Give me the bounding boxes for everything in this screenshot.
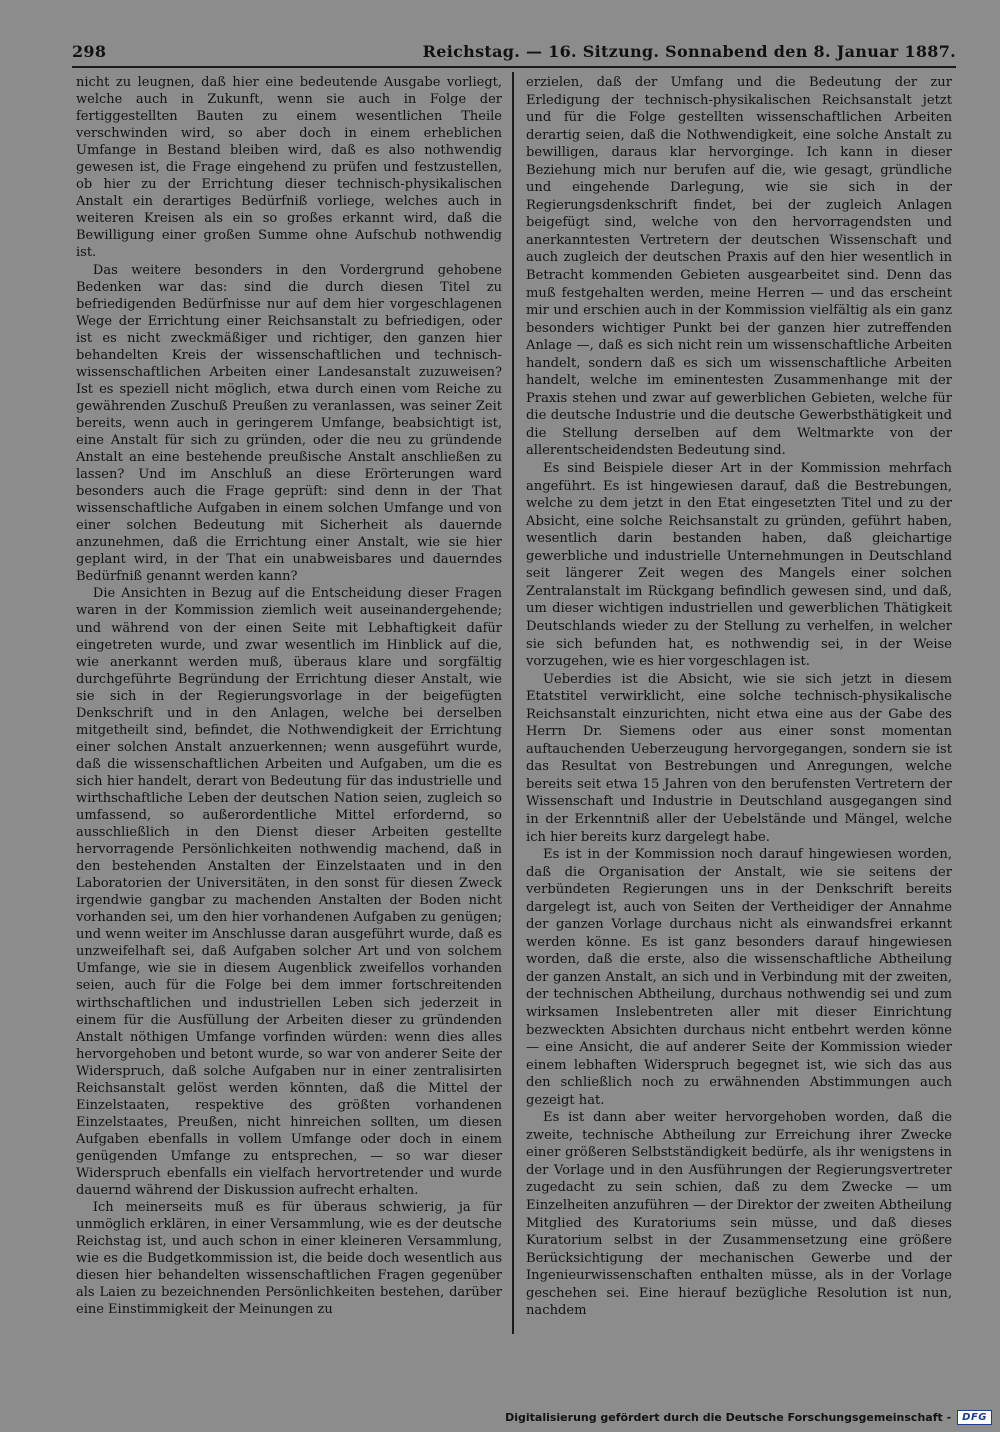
paragraph: Die Ansichten in Bezug auf die Entscheidung dieser Fragen waren in der Kommission ziemlich weit auseinandergehende; und während von der einen Seite mit Lebhaftigkeit dafür eingetreten wurde, und zwar wesentlich im Hinblick auf die, wie anerkannt werden muß, überaus klare und sorgfältig durchgeführte Begründung der Errichtung dieser Anstalt, wie sie sich in der Regierungsvorlage in der beigefügten Denkschrift und in den Anlagen, welche bei derselben mitgetheilt sind, befindet, die Nothwendigkeit der Errichtung einer solchen Anstalt anzuerkennen; wenn ausgeführt wurde, daß die wissenschaftlichen Arbeiten und Aufgaben, um die es sich hier handelt, derart von Bedeutung für das industrielle und wirthschaftliche Leben der deutschen Nation seien, zugleich so umfassend, so außerordentliche Mittel erfordernd, so ausschließlich in den Dienst dieser Arbeiten gestellte hervorragende Persönlichkeiten nothwendig machend, daß in den bestehenden Anstalten der Einzelstaaten und in den Laboratorien der Universitäten, in den sonst für diesen Zweck irgendwie gangbar zu machenden Anstalten der Boden nicht vorhanden sei, um den hier vorhandenen Aufgaben zu genügen; und wenn weiter im Anschlusse daran ausgeführt wurde, daß es unzweifelhaft sei, daß Aufgaben solcher Art und von solchem Umfange, wie sie in diesem Augenblick zweifellos vorhanden seien, auch für die Folge bei dem immer fortschreitenden wirthschaftlichen und industriellen Leben sich jederzeit in einem für die Ausfüllung der Arbeiten dieser zu gründenden Anstalt nöthigen Umfange vorfinden würden: wenn dies alles hervorgehoben und betont wurde, so war von anderer Seite der Widerspruch, daß solche Aufgaben nur in einer zentralisirten Reichsanstalt gelöst werden könnten, daß die Mittel der Einzelstaaten, respektive des größten vorhandenen Einzelstaates, Preußen, nicht hinreichen sollten, um diesen Aufgaben ebenfalls in vollem Umfange oder doch in einem genügenden Umfange zu entsprechen, — so war dieser Widerspruch ebenfalls ein vielfach hervortretender und wurde dauernd während der Diskussion aufrecht erhalten. [76, 586, 502, 1199]
funding-credit: Digitalisierung gefördert durch die Deutsche Forschungsgemeinschaft - [505, 1410, 952, 1424]
paragraph: Es sind Beispiele dieser Art in der Kommission mehrfach angeführt. Es ist hingewiesen darauf, daß die Bestrebungen, welche zu dem jetzt in den Etat eingesetzten Titel und zu der Absicht, eine solche Reichsanstalt zu gründen, geführt haben, wesentlich darin bestanden haben, daß gleichartige gewerbliche und industrielle Unternehmungen in Deutschland seit längerer Zeit wegen des Mangels einer solchen Zentralanstalt im Rückgang befindlich gewesen sind, und daß, um dieser wichtigen industriellen und gewerblichen Thätigkeit Deutschlands wieder zu der Stellung zu verhelfen, in welcher sie sich befunden hat, es nothwendig sei, in der Weise vorzugehen, wie es hier vorgeschlagen ist. [526, 461, 952, 670]
page-number: 298 [72, 42, 107, 61]
column-divider [512, 72, 514, 1334]
paragraph: erzielen, daß der Umfang und die Bedeutung der zur Erledigung der technisch-physikalischen Reichsanstalt jetzt und für die Folge gestellten wissenschaftlichen Arbeiten derartig seien, daß die Nothwendigkeit, eine solche Anstalt zu bewilligen, daraus klar hervorginge. Ich kann in dieser Beziehung mich nur berufen auf die, wie gesagt, gründliche und eingehende Darlegung, wie sie sich in der Regierungsdenkschrift findet, bei der zugleich Anlagen beigefügt sind, welche von den hervorragendsten und anerkanntesten Vertretern der deutschen Wissenschaft und auch zugleich der deutschen Praxis auf den hier wesentlich in Betracht kommenden Gebieten ausgearbeitet sind. Denn das muß festgehalten werden, meine Herren — und das erscheint mir und erschien auch in der Kommission vielfältig als ein ganz besonders wichtiger Punkt bei der ganzen hier zutreffenden Anlage —, daß es sich nicht rein um wissenschaftliche Arbeiten handelt, sondern daß es sich um wissenschaftliche Arbeiten handelt, welche im eminentesten Zusammenhange mit der Praxis stehen und zwar auf gewerblichen Gebieten, welche für die deutsche Industrie und die deutsche Gewerbsthätigkeit und die Stellung derselben auf dem Weltmarkte von der allerentscheidendsten Bedeutung sind. [526, 75, 952, 459]
paragraph: Ich meinerseits muß es für überaus schwierig, ja für unmöglich erklären, in einer Versammlung, wie es der deutsche Reichstag ist, und auch schon in einer kleineren Versammlung, wie es die Budgetkommission ist, die beide doch wesentlich aus diesen hier behandelten wissenschaftlichen Fragen gegenüber als Laien zu bezeichnenden Persönlichkeiten bestehen, darüber eine Einstimmigkeit der Meinungen zu [76, 1200, 502, 1318]
dfg-logo: DFG [957, 1410, 992, 1425]
digitization-footer [505, 1408, 992, 1426]
paragraph: Es ist dann aber weiter hervorgehoben worden, daß die zweite, technische Abtheilung zur Erreichung ihrer Zwecke einer größeren Selbstständigkeit bedürfe, als ihr wenigstens in der Vorlage und in den Ausführungen der Regierungsvertreter zugedacht zu sein schien, daß zu dem Zwecke — um Einzelheiten anzuführen — der Direktor der zweiten Abtheilung Mitglied des Kuratoriums sein müsse, und daß dieses Kuratorium selbst in der Zusammensetzung eine größere Berücksichtigung der mechanischen Gewerbe und der Ingenieurwissenschaften enthalten müsse, als in der Vorlage geschehen sei. Eine hierauf bezügliche Resolution ist nun, nachdem [526, 1110, 952, 1319]
header-rule [72, 66, 956, 68]
paragraph: nicht zu leugnen, daß hier eine bedeutende Ausgabe vorliegt, welche auch in Zukunft, wenn sie auch in Folge der fertiggestellten Bauten zu einem wesentlichen Theile verschwinden wird, so aber doch in einem erheblichen Umfange in Bestand bleiben wird, daß es also nothwendig gewesen ist, die Frage eingehend zu prüfen und festzustellen, ob hier zu der Errichtung dieser technisch-physikalischen Anstalt ein derartiges Bedürfniß vorliege, welches auch in weiteren Kreisen als ein so großes erkannt wird, daß die Bewilligung einer großen Summe ohne Aufschub nothwendig ist. [76, 75, 502, 261]
paragraph: Das weitere besonders in den Vordergrund gehobene Bedenken war das: sind die durch diesen Titel zu befriedigenden Bedürfnisse nur auf dem hier vorgeschlagenen Wege der Errichtung einer Reichsanstalt zu befriedigen, oder ist es nicht zweckmäßiger und richtiger, den ganzen hier behandelten Kreis der wissenschaftlichen und technisch-wissenschaftlichen Arbeiten einer Landesanstalt zuzuweisen? Ist es speziell nicht möglich, etwa durch einen vom Reiche zu gewährenden Zuschuß Preußen zu veranlassen, was seiner Zeit bereits, wenn auch in geringerem Umfange, beabsichtigt ist, eine Anstalt für sich zu gründen, oder die neu zu gründende Anstalt an eine bestehende preußische Anstalt anschließen zu lassen? Und im Anschluß an diese Erörterungen ward besonders auch die Frage geprüft: sind denn in der That wissenschaftliche Aufgaben in einem solchen Umfange und von einer solchen Bedeutung mit Sicherheit als dauernde anzunehmen, daß die Errichtung einer Anstalt, wie sie hier geplant wird, in der That ein unabweisbares und dauerndes Bedürfniß genannt werden kann? [76, 262, 502, 585]
paragraph: Es ist in der Kommission noch darauf hingewiesen worden, daß die Organisation der Anstalt, wie sie seitens der verbündeten Regierungen uns in der Denkschrift bereits dargelegt ist, auch von Seiten der Vertheidiger der Annahme der ganzen Vorlage durchaus nicht als einwandsfrei erkannt werden könne. Es ist ganz besonders darauf hingewiesen worden, daß die erste, also die wissenschaftliche Abtheilung der ganzen Anstalt, an sich und in Verbindung mit der zweiten, der technischen Abtheilung, durchaus nothwendig sei und zum wirksamen Inslebentreten aller mit dieser Einrichtung bezweckten Absichten durchaus nicht entbehrt werden könne — eine Ansicht, die auf anderer Seite der Kommission wieder einem lebhaften Widerspruch begegnet ist, wie sich das aus den schließlich noch zu erwähnenden Abstimmungen auch gezeigt hat. [526, 847, 952, 1108]
running-title: Reichstag. — 16. Sitzung. Sonnabend den 8. Januar 1887. [422, 42, 956, 61]
left-column [76, 74, 502, 1318]
page-header [72, 38, 956, 64]
paragraph: Ueberdies ist die Absicht, wie sie sich jetzt in diesem Etatstitel verwirklicht, eine solche technisch-physikalische Reichsanstalt einzurichten, nicht etwa eine aus der Gabe des Herrn Dr. Siemens oder aus einer sonst momentan auftauchenden Ueberzeugung hervorgegangen, sondern sie ist das Resultat von Bestrebungen und Anregungen, welche bereits seit etwa 15 Jahren von den berufensten Vertretern der Wissenschaft und Industrie in Deutschland ausgegangen sind in der Erkenntniß aller der Uebelstände und Mängel, welche ich hier bereits kurz dargelegt habe. [526, 671, 952, 845]
right-column [526, 74, 952, 1320]
